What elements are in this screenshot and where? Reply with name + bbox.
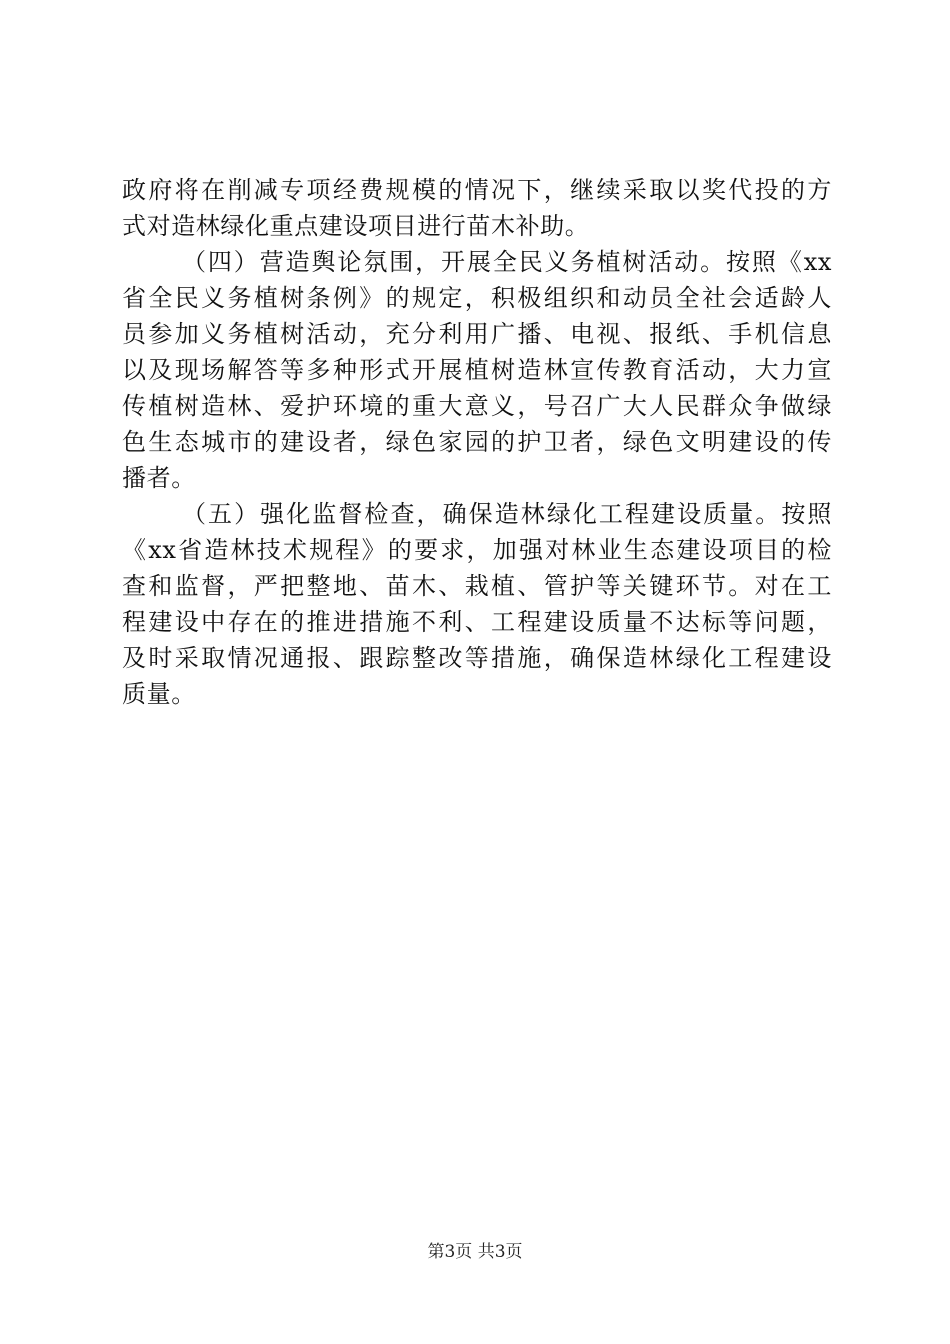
body-line: 程建设中存在的推进措施不利、工程建设质量不达标等问题， bbox=[122, 608, 832, 636]
paragraph-start-line: （五）强化监督检查，确保造林绿化工程建设质量。按照 bbox=[182, 500, 832, 528]
paragraph-start-line: （四）营造舆论氛围，开展全民义务植树活动。按照《xx bbox=[182, 248, 832, 276]
body-line: 色生态城市的建设者，绿色家园的护卫者，绿色文明建设的传 bbox=[122, 428, 832, 456]
document-body bbox=[122, 172, 832, 712]
body-line: 播者。 bbox=[122, 464, 196, 492]
body-line: 政府将在削减专项经费规模的情况下，继续采取以奖代投的方 bbox=[122, 176, 832, 204]
body-line: 《xx省造林技术规程》的要求，加强对林业生态建设项目的检 bbox=[122, 536, 832, 564]
page-number-footer: 第3页 共3页 bbox=[427, 1242, 523, 1262]
body-line: 以及现场解答等多种形式开展植树造林宣传教育活动，大力宣 bbox=[122, 356, 832, 384]
body-line: 质量。 bbox=[122, 680, 196, 708]
body-line: 查和监督，严把整地、苗木、栽植、管护等关键环节。对在工 bbox=[122, 572, 832, 600]
body-line: 传植树造林、爱护环境的重大意义，号召广大人民群众争做绿 bbox=[122, 392, 832, 420]
body-line: 省全民义务植树条例》的规定，积极组织和动员全社会适龄人 bbox=[122, 284, 832, 312]
body-line: 及时采取情况通报、跟踪整改等措施，确保造林绿化工程建设 bbox=[122, 644, 832, 672]
body-line: 员参加义务植树活动，充分利用广播、电视、报纸、手机信息 bbox=[122, 320, 832, 348]
body-line: 式对造林绿化重点建设项目进行苗木补助。 bbox=[122, 212, 590, 240]
